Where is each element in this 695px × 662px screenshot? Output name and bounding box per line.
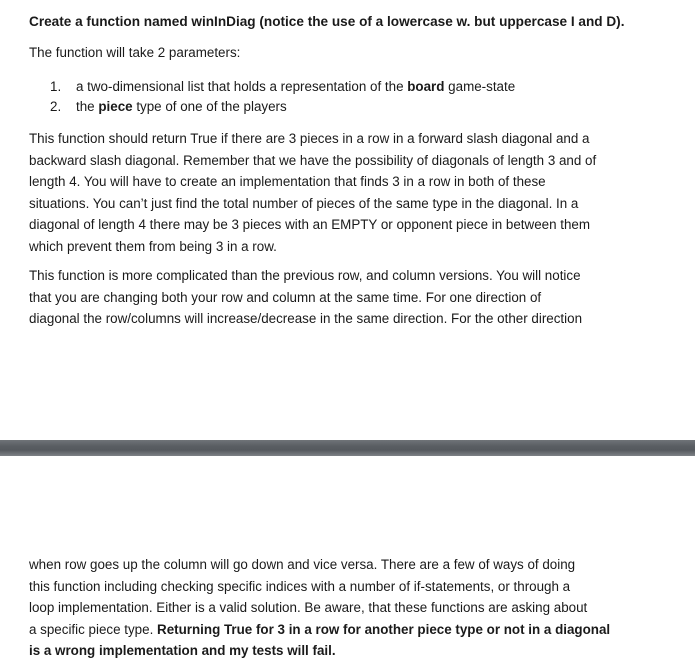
text-line: when row goes up the column will go down and vice versa. There are a few of ways of doing <box>29 557 576 572</box>
paragraph-return-rule <box>29 128 669 257</box>
text-line: diagonal of length 4 there may be 3 pieces with an EMPTY or opponent piece in between them <box>29 217 591 232</box>
text-line <box>29 619 669 641</box>
text-line: that you are changing both your row and column at the same time. For one direction of <box>29 289 542 305</box>
text-line: This function is more complicated than the previous row, and column versions. You will notice <box>29 268 581 283</box>
text-line: length 4. You will have to create an implementation that finds 3 in a row in both of these <box>29 174 546 189</box>
list-item <box>50 97 515 117</box>
list-number: 1. <box>50 79 62 94</box>
text-line: this function including checking specific indices with a number of if-statements, or through a <box>29 578 571 594</box>
list-bold-term: piece <box>98 99 133 114</box>
text-line: situations. You can’t just find the total number of pieces of the same type in the diagonal. In a <box>29 195 579 211</box>
paragraph-continuation <box>29 554 669 662</box>
text-segment: a specific piece type. <box>29 621 158 637</box>
text-line: backward slash diagonal. Remember that we have the possibility of diagonals of length 3 and of <box>29 152 597 168</box>
text-line: loop implementation. Either is a valid solution. Be aware, that these functions are asking about <box>29 600 588 615</box>
list-bold-term: board <box>407 79 445 94</box>
list-item <box>50 77 515 97</box>
text-line: diagonal the row/columns will increase/decrease in the same direction. For the other direction <box>29 311 583 326</box>
warning-text: Returning True for 3 in a row for another piece type or not in a diagonal <box>157 621 611 637</box>
list-text: game-state <box>444 79 516 94</box>
text-line <box>29 640 669 662</box>
text-line: which prevent them from being 3 in a row. <box>29 238 277 254</box>
text-line: This function should return True if there are 3 pieces in a row in a forward slash diagonal and a <box>29 131 590 146</box>
list-text: type of one of the players <box>132 99 287 114</box>
list-text: a two-dimensional list that holds a representation of the <box>76 79 408 94</box>
page-break-divider <box>0 440 695 456</box>
intro-text: The function will take 2 parameters: <box>29 45 241 60</box>
paragraph-complexity <box>29 265 669 330</box>
list-number: 2. <box>50 99 62 114</box>
warning-text: is a wrong implementation and my tests will fail. <box>29 643 336 658</box>
page-heading: Create a function named winInDiag (notice the use of a lowercase w. but uppercase I and D). <box>29 14 625 29</box>
parameter-list <box>50 77 515 117</box>
list-text: the <box>76 99 99 114</box>
